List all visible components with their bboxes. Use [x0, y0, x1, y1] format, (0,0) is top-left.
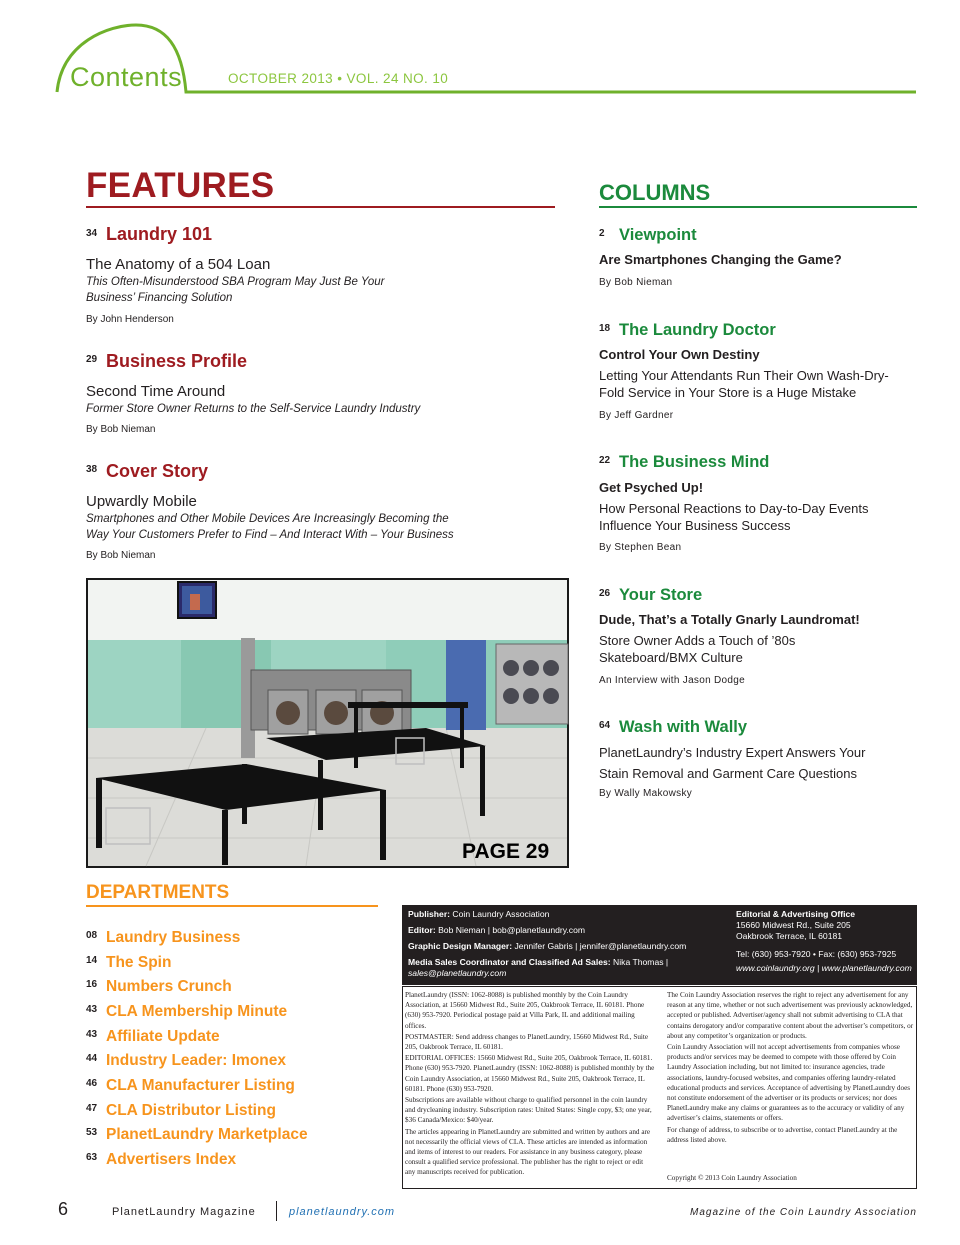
- feature-headline: The Anatomy of a 504 Loan: [86, 256, 271, 273]
- masthead-sales-email[interactable]: sales@planetlaundry.com: [408, 968, 507, 978]
- department-item[interactable]: [86, 1077, 386, 1101]
- fine-print-paragraph: Coin Laundry Association will not accept advertisements from companies whose products and/or services may be deemed to compete with those offered by Coin Laundry Association including, but not limited to: insurance agencies, trade associations, laundry-focused websites, and companies offering laundry-related educational products and services. Acceptance of advertising by PlanetLaundry does not constitute endorsement of the advertiser or its products or services; nor does PlanetLaundry make any claims or guarantees as to the accuracy or validity of any advertiser’s claims, statements or offers.: [667, 1043, 911, 1123]
- department-item[interactable]: [86, 1003, 386, 1027]
- departments-heading: DEPARTMENTS: [86, 882, 230, 903]
- fine-print-paragraph: The articles appearing in PlanetLaundry are submitted and written by authors and are not necessarily the official views of CLA. These articles are intended as information and items of interest to our readers. For assistance in any business category, please consult a qualified service professional. The publisher has the right to reject or edit any manuscripts received for publication.: [405, 1127, 651, 1177]
- association-tagline: Magazine of the Coin Laundry Association: [690, 1207, 917, 1218]
- office-phone: Tel: (630) 953-7920 • Fax: (630) 953-7925: [736, 949, 897, 959]
- contents-title: Contents: [70, 62, 183, 92]
- features-rule: [86, 206, 555, 208]
- columns-rule: [599, 206, 917, 208]
- feature-headline: Upwardly Mobile: [86, 493, 197, 510]
- column-byline: By Stephen Bean: [599, 542, 682, 553]
- column-headline: Get Psyched Up!: [599, 480, 704, 495]
- department-label: Affiliate Update: [106, 1028, 220, 1045]
- photo-caption: PAGE 29: [462, 840, 550, 863]
- fine-print-paragraph: POSTMASTER: Send address changes to PlanetLaundry, 15660 Midwest Rd., Suite 205, Oakbrook Terrace, IL 60181.: [405, 1032, 649, 1052]
- column-dek: Letting Your Attendants Run Their Own Wash-Dry-Fold Service in Your Store is a Huge Mistake: [599, 368, 889, 400]
- department-page-number: 47: [86, 1103, 98, 1114]
- feature-title[interactable]: Business Profile: [106, 351, 248, 371]
- department-item[interactable]: [86, 929, 386, 953]
- feature-page-number: 38: [86, 464, 98, 475]
- department-page-number: 63: [86, 1152, 98, 1163]
- department-label: Laundry Business: [106, 929, 241, 946]
- masthead-publisher: Publisher: Coin Laundry Association: [408, 909, 550, 919]
- department-item[interactable]: [86, 1102, 386, 1126]
- department-page-number: 43: [86, 1004, 98, 1015]
- feature-title[interactable]: Laundry 101: [106, 224, 213, 244]
- column-dek: How Personal Reactions to Day-to-Day Events Influence Your Business Success: [599, 501, 869, 533]
- feature-dek: Smartphones and Other Mobile Devices Are Increasingly Becoming the Way Your Customers Prefer to Find – And Interact With – Your Business: [86, 513, 454, 541]
- department-page-number: 53: [86, 1127, 98, 1138]
- laundromat-photo: [86, 578, 569, 868]
- feature-dek: Former Store Owner Returns to the Self-Service Laundry Industry: [86, 403, 421, 415]
- department-item[interactable]: [86, 954, 386, 978]
- department-label: PlanetLaundry Marketplace: [106, 1126, 308, 1143]
- copyright: Copyright © 2013 Coin Laundry Association: [667, 1174, 797, 1182]
- column-headline: Are Smartphones Changing the Game?: [599, 252, 842, 267]
- issue-date: OCTOBER 2013 • VOL. 24 NO. 10: [228, 71, 449, 86]
- column-byline: By Jeff Gardner: [599, 410, 674, 421]
- column-page-number: 64: [599, 720, 611, 731]
- feature-title[interactable]: Cover Story: [106, 461, 209, 481]
- department-label: The Spin: [106, 954, 172, 971]
- fine-print-paragraph: PlanetLaundry (ISSN: 1062-8088) is published monthly by the Coin Laundry Association, at 15660 Midwest Rd., Suite 205, Oakbrook Terrace, IL 60181. Phone (630) 953-7920. Periodical postage paid at Villa Park, IL and additional mailing offices.: [405, 991, 645, 1030]
- office-address-2: Oakbrook Terrace, IL 60181: [736, 931, 843, 941]
- department-page-number: 44: [86, 1053, 98, 1064]
- column-page-number: 18: [599, 323, 611, 334]
- fine-print-paragraph: Subscriptions are available without charge to qualified personnel in the coin laundry and drycleaning industry. Subscription rates: United States: Single copy, $3; one year, $36 Canada/Mexico: $40/year.: [405, 1096, 652, 1125]
- column-headline: Control Your Own Destiny: [599, 347, 760, 362]
- column-title[interactable]: Viewpoint: [619, 226, 697, 244]
- website-link[interactable]: planetlaundry.com: [289, 1206, 396, 1218]
- department-page-number: 46: [86, 1078, 98, 1089]
- feature-page-number: 34: [86, 228, 98, 239]
- office-address-1: 15660 Midwest Rd., Suite 205: [736, 920, 851, 930]
- column-headline: Dude, That’s a Totally Gnarly Laundromat!: [599, 612, 860, 627]
- columns-heading: COLUMNS: [599, 180, 711, 205]
- departments-rule: [86, 905, 378, 907]
- department-item[interactable]: [86, 1151, 386, 1175]
- column-title[interactable]: The Business Mind: [619, 453, 770, 471]
- office-websites[interactable]: www.coinlaundry.org | www.planetlaundry.com: [736, 963, 912, 973]
- masthead: [402, 905, 917, 985]
- features-heading: FEATURES: [86, 166, 275, 205]
- department-label: CLA Distributor Listing: [106, 1102, 276, 1119]
- department-label: Advertisers Index: [106, 1151, 237, 1168]
- fine-print-right: [667, 990, 915, 1146]
- magazine-name: PlanetLaundry Magazine: [112, 1206, 256, 1218]
- page-number: 6: [58, 1199, 69, 1219]
- laundromat-illustration: [86, 578, 569, 868]
- fine-print-left: [405, 990, 655, 1179]
- office-heading: Editorial & Advertising Office: [736, 909, 856, 919]
- column-title[interactable]: The Laundry Doctor: [619, 321, 776, 339]
- feature-headline: Second Time Around: [86, 383, 226, 400]
- column-byline: An Interview with Jason Dodge: [599, 675, 745, 686]
- fine-print-box: [402, 986, 917, 1189]
- department-label: Industry Leader: Imonex: [106, 1052, 287, 1069]
- department-label: CLA Membership Minute: [106, 1003, 288, 1020]
- column-dek: Store Owner Adds a Touch of ’80s Skateboard/BMX Culture: [599, 633, 796, 665]
- feature-page-number: 29: [86, 354, 98, 365]
- fine-print-paragraph: For change of address, to subscribe or to advertise, contact PlanetLaundry at the address listed above.: [667, 1125, 898, 1144]
- column-page-number: 26: [599, 588, 611, 599]
- department-page-number: 14: [86, 955, 98, 966]
- masthead-design: Graphic Design Manager: Jennifer Gabris | jennifer@planetlaundry.com: [408, 941, 687, 951]
- column-page-number: 2: [599, 228, 605, 239]
- footer-divider: [276, 1201, 277, 1221]
- department-page-number: 08: [86, 930, 98, 941]
- column-byline: By Bob Nieman: [599, 277, 673, 288]
- feature-byline: By Bob Nieman: [86, 424, 156, 435]
- fine-print-paragraph: EDITORIAL OFFICES: 15660 Midwest Rd., Suite 205, Oakbrook Terrace, IL 60181. Phone (630) 953-7920. PlanetLaundry (ISSN: 1062-8088) is published monthly by the Coin Laundry Association, at 15660 Midwest Rd., Suite 205, Oakbrook Terrace, IL 60181. Phone (630) 953-7920.: [405, 1054, 655, 1093]
- column-dek: PlanetLaundry’s Industry Expert Answers Your Stain Removal and Garment Care Questions: [599, 745, 866, 781]
- department-item[interactable]: [86, 1028, 386, 1052]
- header-arc-rule: [54, 22, 960, 102]
- column-title[interactable]: Your Store: [619, 586, 703, 604]
- department-item[interactable]: [86, 1052, 386, 1076]
- department-label: CLA Manufacturer Listing: [106, 1077, 295, 1094]
- column-page-number: 22: [599, 455, 611, 466]
- column-title[interactable]: Wash with Wally: [619, 718, 748, 736]
- department-page-number: 43: [86, 1029, 98, 1040]
- feature-dek: This Often-Misunderstood SBA Program May Just Be Your Business’ Financing Solution: [86, 276, 385, 304]
- department-item[interactable]: [86, 978, 386, 1002]
- department-item[interactable]: [86, 1126, 386, 1150]
- department-page-number: 16: [86, 979, 98, 990]
- masthead-sales: Media Sales Coordinator and Classified Ad Sales: Nika Thomas |: [408, 957, 669, 967]
- feature-byline: By Bob Nieman: [86, 550, 156, 561]
- department-label: Numbers Crunch: [106, 978, 232, 995]
- fine-print-paragraph: The Coin Laundry Association reserves the right to reject any advertisement for any reason at any time, whether or not such advertisement was previously acknowledged, accepted or published. Advertiser/agency shall not submit advertising to CLA that contains derogatory and/or comparative content about the advertiser’s competitors, or about any competitor’s organization or products.: [667, 991, 914, 1040]
- feature-byline: By John Henderson: [86, 314, 174, 325]
- masthead-editor: Editor: Bob Nieman | bob@planetlaundry.com: [408, 925, 586, 935]
- column-byline: By Wally Makowsky: [599, 788, 693, 799]
